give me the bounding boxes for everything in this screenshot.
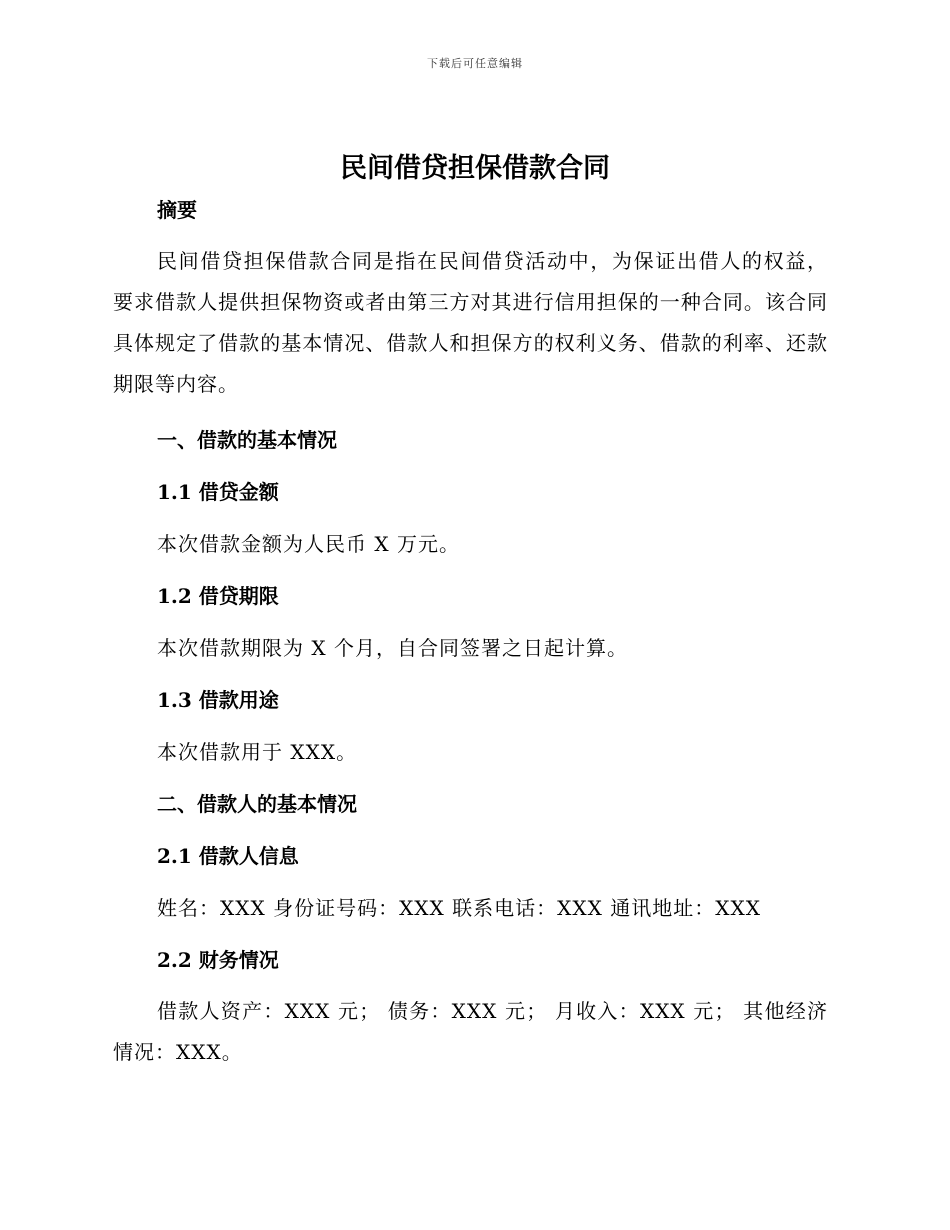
section-2-2-body: 借款人资产：XXX 元； 债务：XXX 元； 月收入：XXX 元； 其他经济情况：XXX。 xyxy=(113,999,828,1064)
abstract-heading: 摘要 xyxy=(157,198,197,222)
section-1-1-body: 本次借款金额为人民币 X 万元。 xyxy=(157,532,460,556)
section-2-heading: 二、借款人的基本情况 xyxy=(157,792,357,816)
document-title: 民间借贷担保借款合同 xyxy=(340,153,610,184)
section-1-3-body: 本次借款用于 XXX。 xyxy=(157,740,358,764)
section-1-3-heading: 1.3 借款用途 xyxy=(157,688,279,712)
section-1-1-heading: 1.1 借贷金额 xyxy=(157,480,279,504)
abstract-paragraph: 民间借贷担保借款合同是指在民间借贷活动中，为保证出借人的权益，要求借款人提供担保物资或者由第三方对其进行信用担保的一种合同。该合同具体规定了借款的基本情况、借款人和担保方的权利义务、借款的利率、还款期限等内容。 xyxy=(113,249,828,396)
header-note: 下载后可任意编辑 xyxy=(427,57,523,70)
section-1-2-heading: 1.2 借贷期限 xyxy=(157,584,279,608)
section-1-2-body: 本次借款期限为 X 个月，自合同签署之日起计算。 xyxy=(157,636,628,660)
section-1-heading: 一、借款的基本情况 xyxy=(157,428,337,452)
document-body xyxy=(113,192,828,1073)
section-2-1-body: 姓名：XXX 身份证号码：XXX 联系电话：XXX 通讯地址：XXX xyxy=(157,896,761,920)
section-2-1-heading: 2.1 借款人信息 xyxy=(157,844,299,868)
section-2-2-heading: 2.2 财务情况 xyxy=(157,948,279,972)
